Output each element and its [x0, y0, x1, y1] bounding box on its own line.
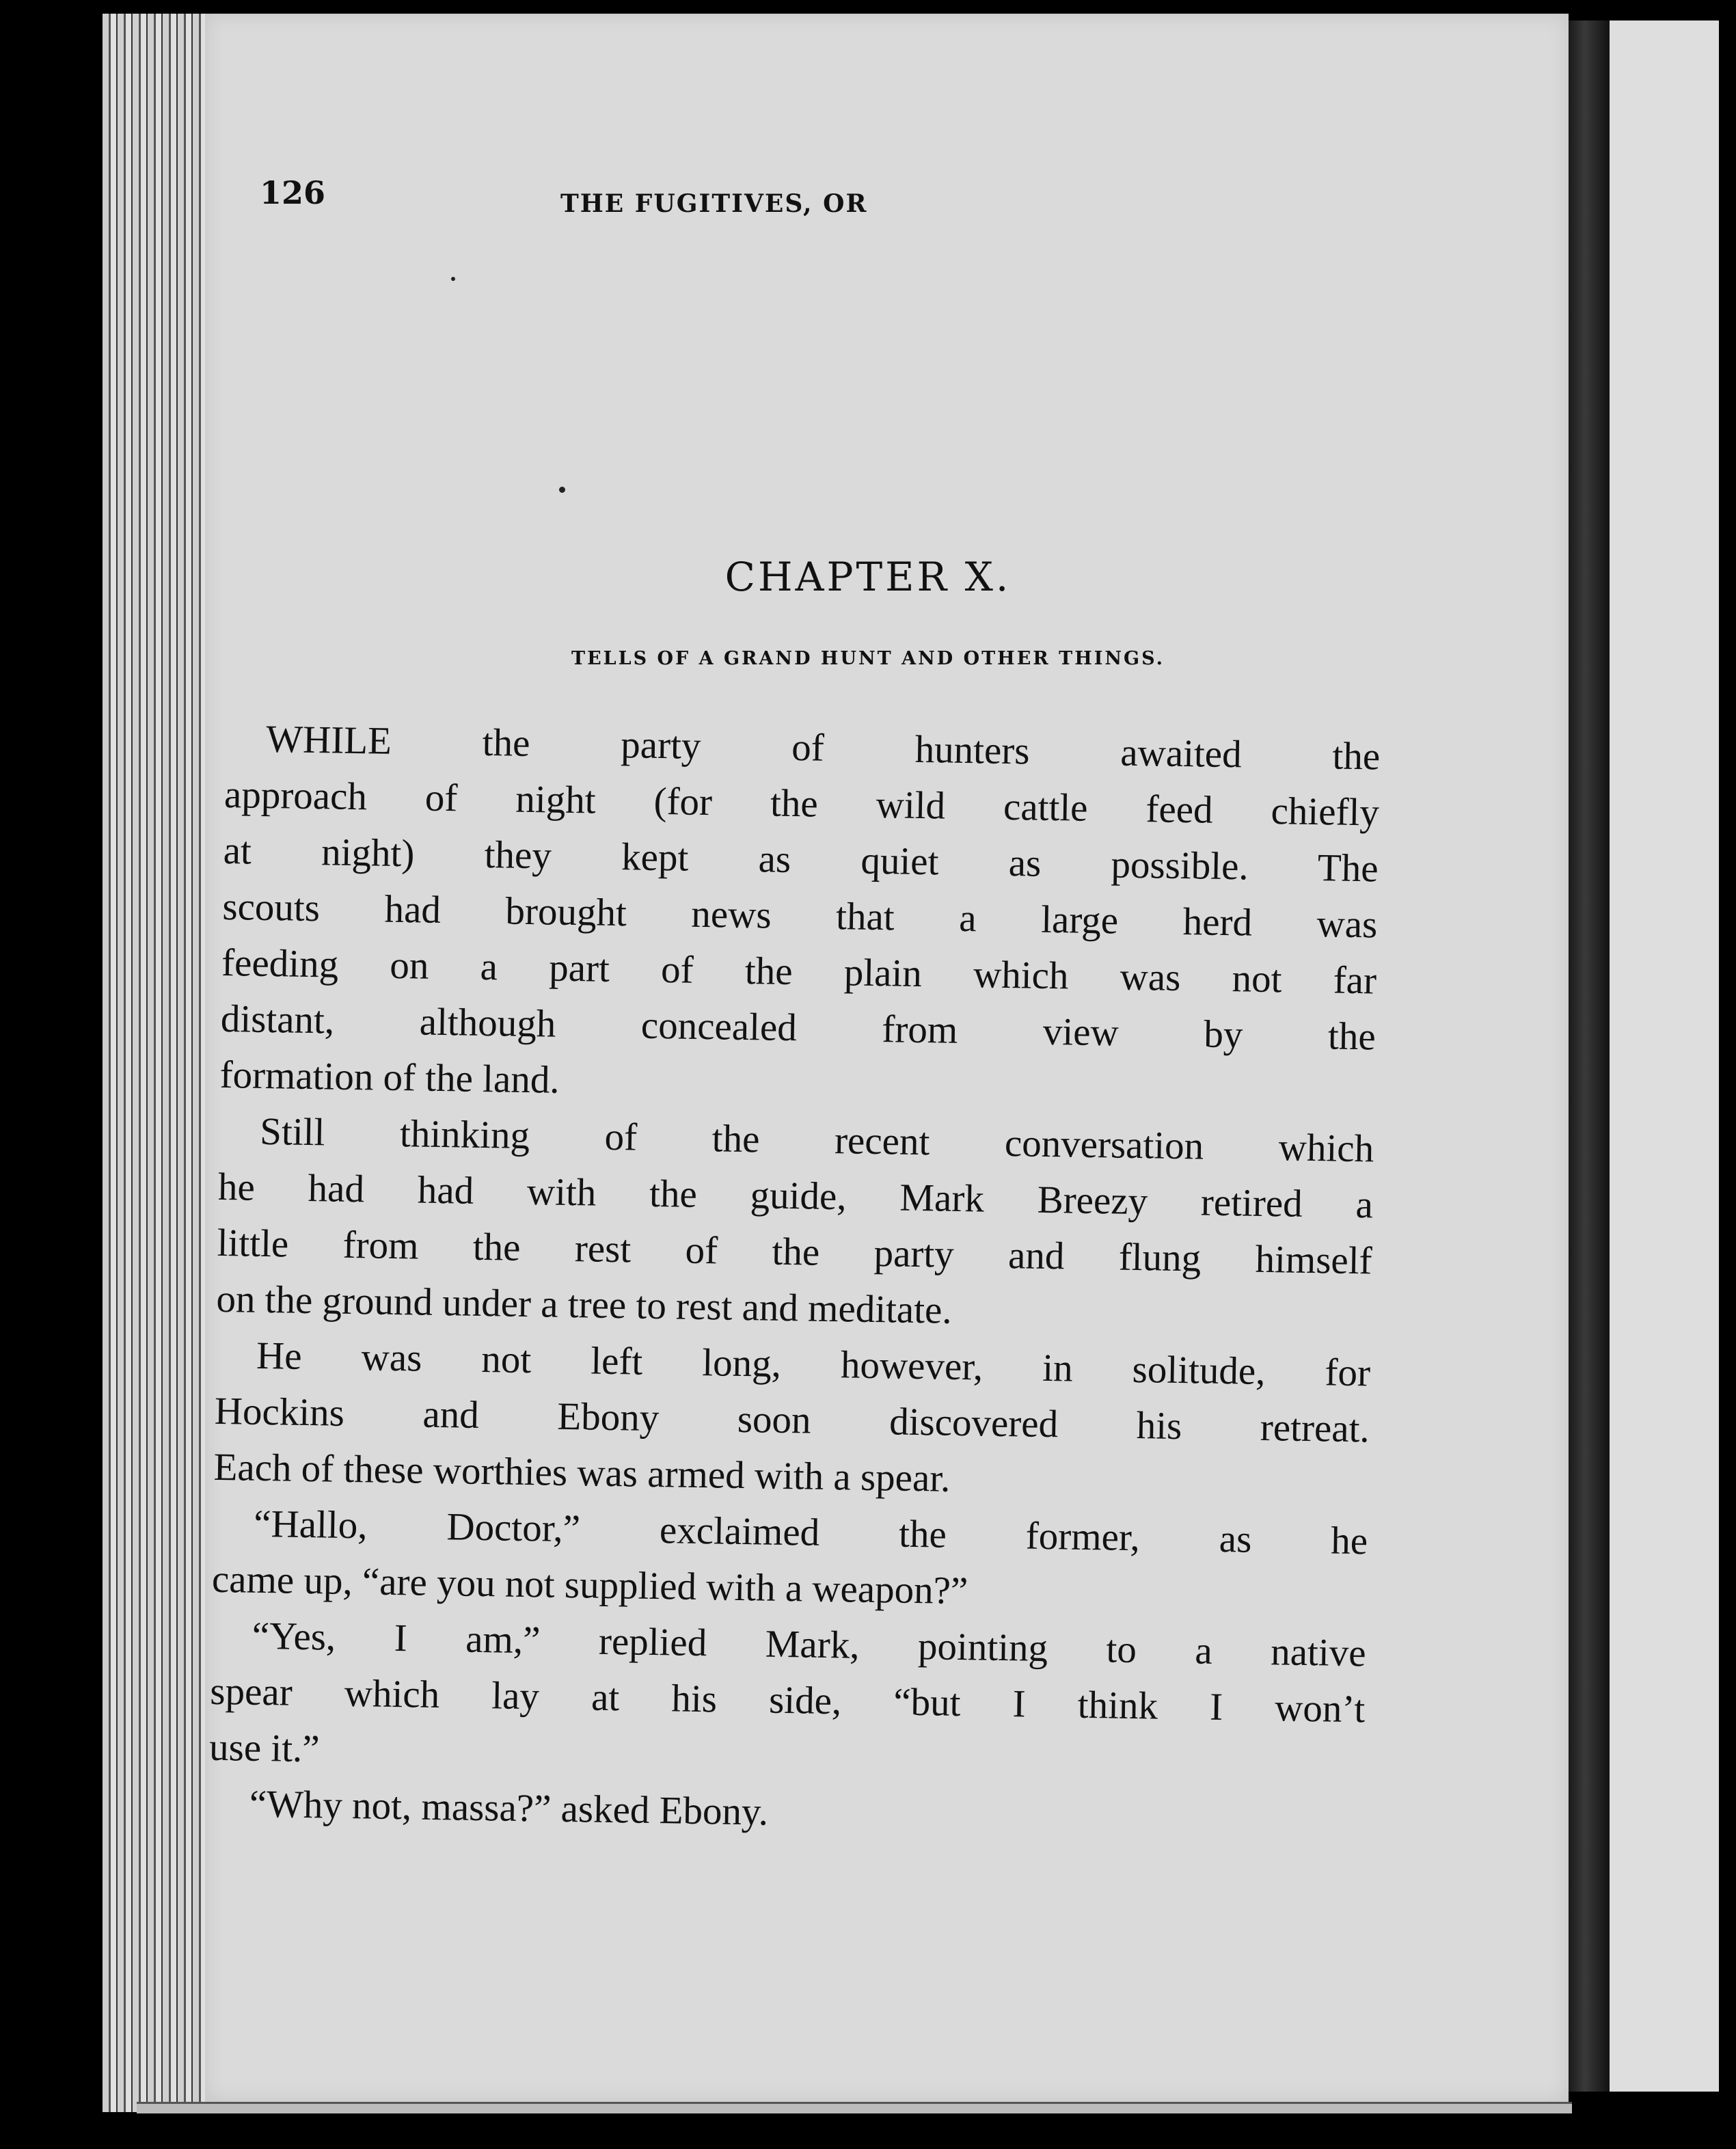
- text-line: “Why not, massa?” asked Ebony.: [249, 1782, 769, 1834]
- page-bottom-edge: [137, 2102, 1572, 2113]
- text-line: Each of these worthies was armed with a spear.: [213, 1445, 951, 1500]
- facing-page-edge: [1610, 21, 1719, 2092]
- text-line: on the ground under a tree to rest and meditate.: [215, 1277, 953, 1332]
- dust-speck: [451, 277, 455, 281]
- text-line: spear which lay at his side, “but I think I won’t: [209, 1669, 1366, 1731]
- running-title: THE FUGITIVES, OR: [560, 189, 868, 218]
- page-edges: [103, 14, 219, 2112]
- text-line: He was not left long, however, in solitude, for: [256, 1334, 1371, 1395]
- paragraph: [211, 1496, 1368, 1626]
- page-number: 126: [260, 174, 326, 211]
- text-line: use it.”: [208, 1725, 321, 1771]
- body-text: [208, 711, 1381, 1850]
- paragraph: [219, 711, 1381, 1121]
- chapter-subtitle: TELLS OF A GRAND HUNT AND OTHER THINGS.: [571, 648, 1165, 669]
- book-gutter: [1569, 21, 1610, 2092]
- text-line: little from the rest of the party and flung himself: [217, 1221, 1373, 1283]
- text-line: feeding on a part of the plain which was not far: [221, 941, 1377, 1003]
- text-line: at night) they kept as quiet as possible. The: [223, 828, 1379, 891]
- paragraph: [216, 1103, 1374, 1346]
- text-line: distant, although concealed from view by the: [220, 997, 1376, 1059]
- text-line: “Hallo, Doctor,” exclaimed the former, as he: [253, 1502, 1368, 1563]
- paragraph: [209, 1608, 1367, 1794]
- text-line: “Yes, I am,” replied Mark, pointing to a native: [252, 1614, 1367, 1675]
- text-line: scouts had brought news that a large herd was: [222, 884, 1378, 947]
- text-line: approach of night (for the wild cattle feed chiefly: [223, 772, 1380, 835]
- paragraph: [213, 1327, 1371, 1514]
- text-line: came up, “are you not supplied with a weapon?”: [211, 1557, 968, 1613]
- chapter-heading: CHAPTER X.: [724, 554, 1012, 600]
- text-line: Still thinking of the recent conversation which: [259, 1109, 1374, 1171]
- text-line: he had had with the guide, Mark Breezy retired a: [217, 1165, 1374, 1227]
- dust-speck: [559, 487, 565, 493]
- text-line: formation of the land.: [219, 1053, 560, 1102]
- text-line: Hockins and Ebony soon discovered his retreat.: [214, 1389, 1370, 1451]
- text-line: WHILE the party of hunters awaited the: [265, 717, 1381, 779]
